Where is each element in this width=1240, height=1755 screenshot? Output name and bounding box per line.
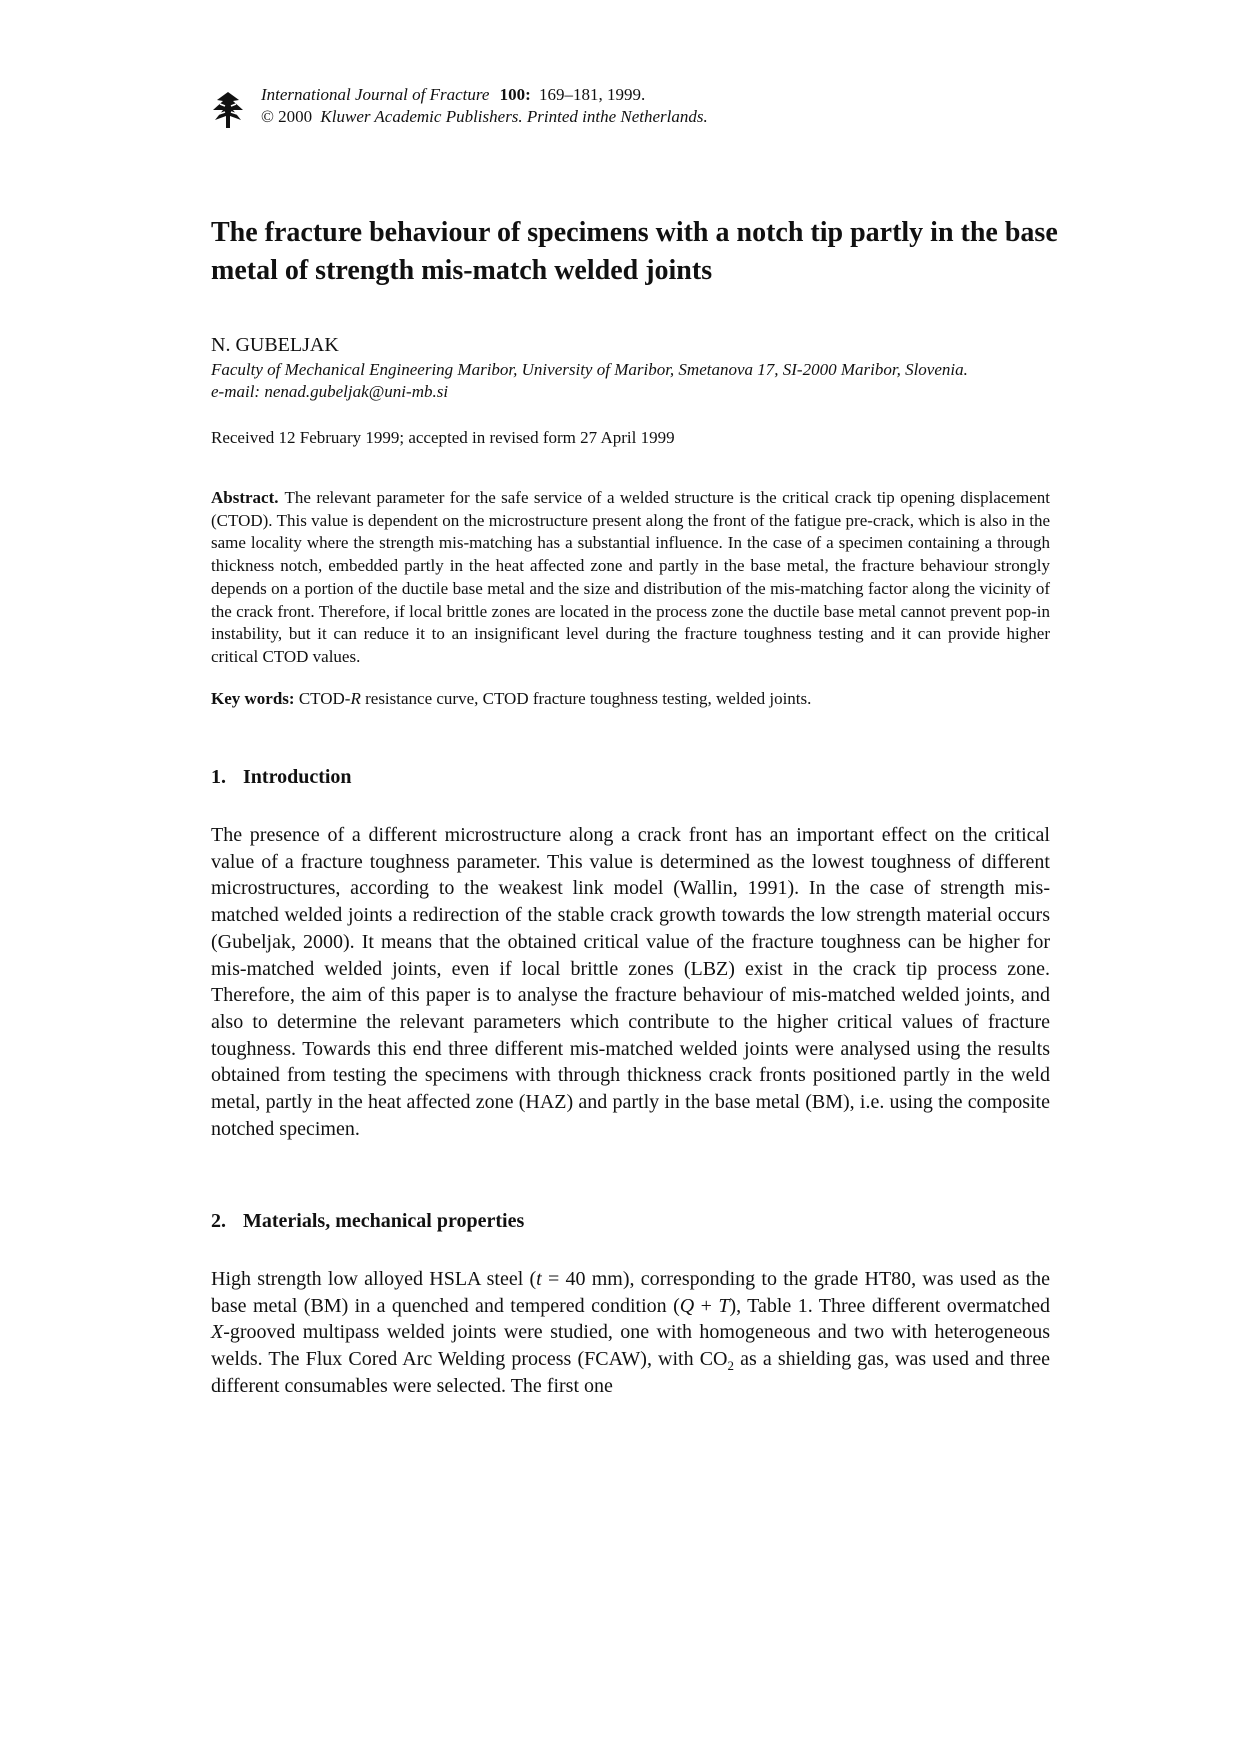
keywords-italic-r: R — [350, 689, 361, 708]
affiliation: Faculty of Mechanical Engineering Maribor, University of Maribor, Smetanova 17, SI-2000 Maribor, Slovenia. — [211, 360, 968, 379]
publisher-tree-logo-icon — [211, 90, 245, 130]
citation-line — [261, 84, 708, 106]
introduction-paragraph: The presence of a different microstructure along a crack front has an important effect on the critical value of a fracture toughness parameter. This value is determined as the lowest toughness of different microstructures, according to the weakest link model (Wallin, 1991). In the case of strength mis-matched welded joints a redirection of the stable crack growth towards the low strength material occurs (Gubeljak, 2000). It means that the obtained critical value of the fracture toughness can be higher for mis-matched welded joints, even if local brittle zones (LBZ) exist in the crack tip process zone. Therefore, the aim of this paper is to analyse the fracture behaviour of mis-matched welded joints, and also to determine the relevant parameters which contribute to the higher critical values of fracture toughness. Towards this end three different mis-matched welded joints were analysed using the results obtained from testing the specimens with through thickness crack fronts positioned partly in the weld metal, partly in the heat affected zone (HAZ) and partly in the base metal (BM), i.e. using the composite notched specimen. — [211, 824, 1050, 1140]
publisher-line: Kluwer Academic Publishers. Printed inthe Netherlands. — [320, 107, 708, 126]
text-run: -grooved multipass welded joints were studied, one with homogeneous and two with heterogeneous welds. The Flux Cored Arc Welding process (FCAW), with CO — [211, 1321, 1050, 1371]
text-run: = 40 mm), corresponding to the grade HT80, was used as the base metal (BM) in a quenched and tempered condition ( — [211, 1268, 1050, 1317]
section-heading-introduction — [211, 764, 352, 790]
abstract-label: Abstract. — [211, 488, 279, 507]
copyright-line — [261, 106, 708, 128]
math-t: t — [536, 1268, 542, 1290]
email: e-mail: nenad.gubeljak@uni-mb.si — [211, 382, 449, 401]
section-title: Materials, mechanical properties — [243, 1210, 525, 1232]
subscript-2: 2 — [727, 1358, 735, 1374]
text-run: ), Table 1. Three different overmatched — [729, 1294, 1050, 1317]
materials-paragraph — [211, 1266, 1050, 1400]
math-q: Q — [679, 1294, 695, 1317]
section-number: 2. — [211, 1210, 226, 1232]
pages-year: 169–181, 1999. — [539, 85, 646, 104]
text-run: + — [694, 1294, 719, 1317]
math-x: X — [211, 1321, 224, 1344]
math-t-upper: T — [718, 1294, 730, 1317]
citation-block — [261, 84, 708, 128]
abstract-text: The relevant parameter for the safe service of a welded structure is the critical crack tip opening displacement (CTOD). This value is dependent on the microstructure present along the front of the fatigue pre-crack, which is also in the same locality where the strength mis-matching has a substantial influence. In the case of a specimen containing a through thickness notch, embedded partly in the heat affected zone and partly in the base metal, the fracture behaviour strongly depends on a portion of the ductile base metal and the size and distribution of the mis-matching factor along the vicinity of the crack front. Therefore, if local brittle zones are located in the process zone the ductile base metal cannot prevent pop-in instability, but it can reduce it to an insignificant level during the fracture toughness testing and it can provide higher critical CTOD values. — [211, 488, 1050, 666]
section-number: 1. — [211, 766, 226, 788]
keywords-label: Key words: — [211, 689, 295, 708]
author-name: N. GUBELJAK — [211, 334, 339, 356]
keywords-part2: resistance curve, CTOD fracture toughness testing, welded joints. — [360, 689, 812, 708]
journal-name: International Journal of Fracture — [261, 85, 490, 104]
text-run: High strength low alloyed HSLA steel ( — [211, 1268, 537, 1290]
paper-title: The fracture behaviour of specimens with a notch tip partly in the base metal of strength mis-match welded joints — [211, 217, 1058, 286]
abstract — [211, 487, 1050, 669]
keywords-part1: CTOD- — [294, 689, 351, 708]
keywords — [211, 688, 1050, 710]
volume: 100: — [499, 85, 531, 104]
section-title: Introduction — [243, 766, 352, 788]
text-run: as a shielding gas, was used and three different consumables were selected. The first one — [211, 1348, 1050, 1397]
journal-header — [211, 84, 971, 136]
section-heading-materials — [211, 1208, 524, 1234]
received-date: Received 12 February 1999; accepted in revised form 27 April 1999 — [211, 428, 675, 447]
copyright-prefix: © 2000 — [261, 107, 313, 126]
affiliation-block — [211, 359, 1071, 403]
